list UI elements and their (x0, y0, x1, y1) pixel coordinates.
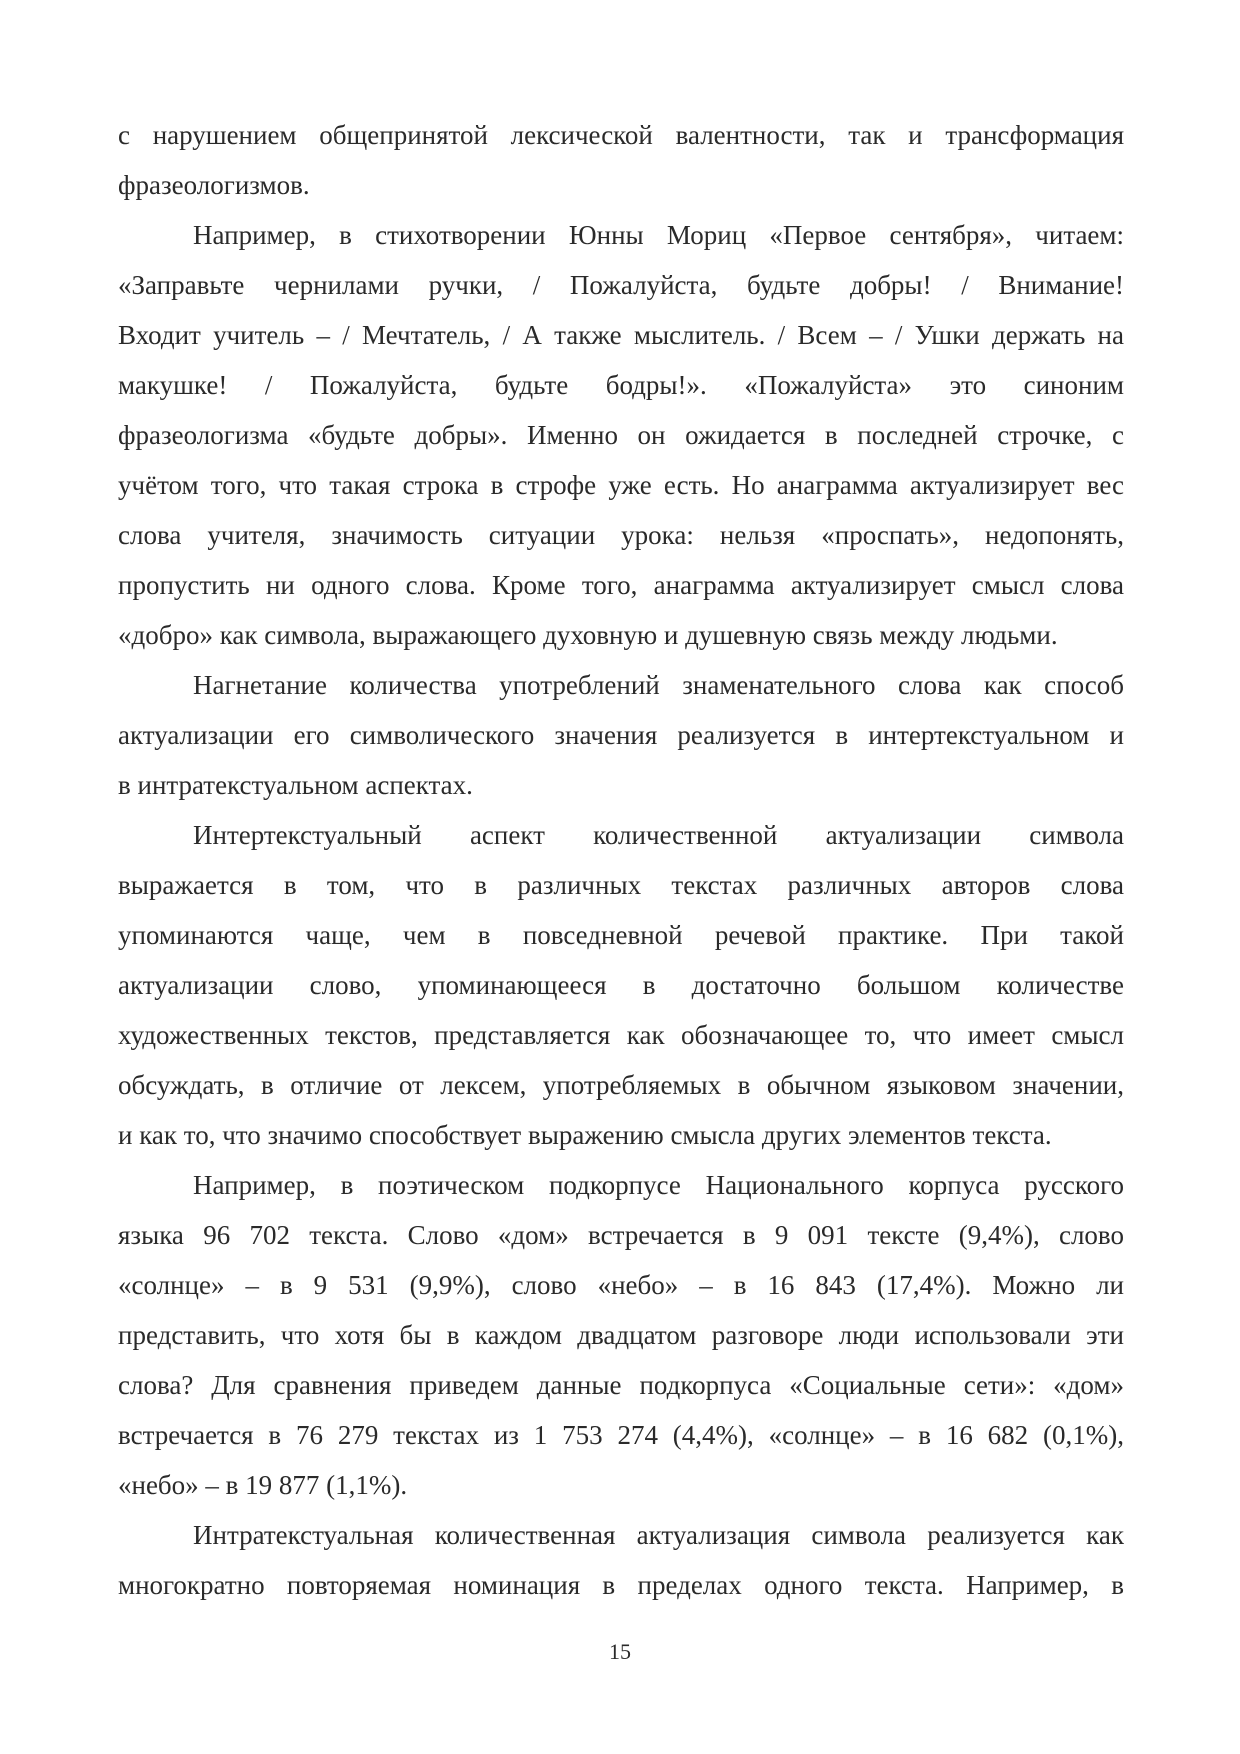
text-line: актуализации слово, упоминающееся в достаточно большом количестве (118, 970, 1124, 1000)
text-line: фразеологизма «будьте добры». Именно он ожидается в последней строчке, с (118, 420, 1124, 450)
document-body (118, 110, 1124, 1610)
text-line: пропустить ни одного слова. Кроме того, анаграмма актуализирует смысл слова (118, 570, 1124, 600)
text-line: с нарушением общепринятой лексической валентности, так и трансформация (118, 120, 1124, 150)
paragraph-first-line: Интратекстуальная количественная актуализация символа реализуется как (193, 1520, 1124, 1550)
page-number: 15 (609, 1639, 631, 1664)
text-line: «добро» как символа, выражающего духовную и душевную связь между людьми. (118, 620, 1058, 650)
text-line: языка 96 702 текста. Слово «дом» встречается в 9 091 тексте (9,4%), слово (118, 1220, 1124, 1250)
text-line: макушке! / Пожалуйста, будьте бодры!». «Пожалуйста» это синоним (118, 370, 1124, 400)
text-line: «солнце» – в 9 531 (9,9%), слово «небо» – в 16 843 (17,4%). Можно ли (118, 1270, 1124, 1300)
text-line: представить, что хотя бы в каждом двадцатом разговоре люди использовали эти (118, 1320, 1124, 1350)
paragraph-first-line: Нагнетание количества употреблений знаменательного слова как способ (193, 670, 1124, 700)
text-line: учётом того, что такая строка в строфе уже есть. Но анаграмма актуализирует вес (118, 470, 1124, 500)
text-line: многократно повторяемая номинация в пределах одного текста. Например, в (118, 1570, 1124, 1600)
text-line: в интратекстуальном аспектах. (118, 770, 473, 800)
text-line: выражается в том, что в различных текстах различных авторов слова (118, 870, 1124, 900)
text-line: «небо» – в 19 877 (1,1%). (118, 1470, 408, 1500)
text-line: встречается в 76 279 текстах из 1 753 274 (4,4%), «солнце» – в 16 682 (0,1%), (118, 1420, 1124, 1450)
paragraph-first-line: Например, в поэтическом подкорпусе Национального корпуса русского (193, 1170, 1124, 1200)
paragraph-first-line: Например, в стихотворении Юнны Мориц «Первое сентября», читаем: (193, 220, 1124, 250)
text-line: «Заправьте чернилами ручки, / Пожалуйста, будьте добры! / Внимание! (118, 270, 1124, 300)
text-line: фразеологизмов. (118, 170, 310, 200)
text-line: актуализации его символического значения реализуется в интертекстуальном и (118, 720, 1124, 750)
text-line: упоминаются чаще, чем в повседневной речевой практике. При такой (118, 920, 1124, 950)
text-line: и как то, что значимо способствует выражению смысла других элементов текста. (118, 1120, 1052, 1150)
text-line: художественных текстов, представляется как обозначающее то, что имеет смысл (118, 1020, 1124, 1050)
text-line: слова учителя, значимость ситуации урока: нельзя «проспать», недопонять, (118, 520, 1124, 550)
text-line: слова? Для сравнения приведем данные подкорпуса «Социальные сети»: «дом» (118, 1370, 1124, 1400)
text-line: Входит учитель – / Мечтатель, / А также мыслитель. / Всем – / Ушки держать на (118, 320, 1124, 350)
text-line: обсуждать, в отличие от лексем, употребляемых в обычном языковом значении, (118, 1070, 1124, 1100)
paragraph-first-line: Интертекстуальный аспект количественной актуализации символа (193, 820, 1124, 850)
